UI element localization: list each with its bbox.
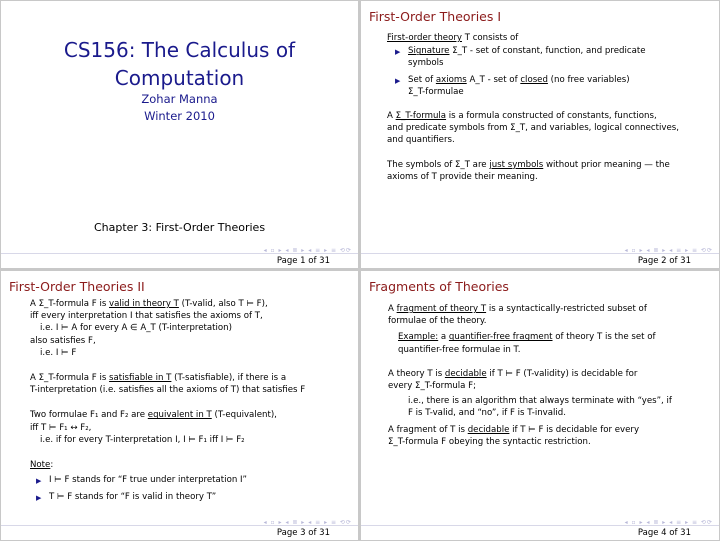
slide-3 bbox=[1, 271, 358, 540]
navigation-icons[interactable]: ◂ ▫ ▸ ◂ ≣ ▸ ◂ ≡ ▸ ≡ ⟲⟳ bbox=[624, 519, 713, 526]
term-closed: closed bbox=[520, 74, 548, 85]
text: A bbox=[387, 111, 396, 122]
text: without prior meaning — the bbox=[543, 159, 670, 170]
slide-title-line1: CS156: The Calculus of bbox=[63, 38, 296, 62]
term-sigma-formula: Σ_T-formula bbox=[395, 111, 447, 122]
page-number: Page 4 of 31 bbox=[637, 528, 691, 538]
text: if T ⊨ F is decidable for every bbox=[509, 424, 640, 435]
slide-4 bbox=[361, 271, 719, 540]
example bbox=[388, 331, 709, 355]
paragraph-fragment bbox=[388, 303, 709, 327]
author: Zohar Manna bbox=[141, 92, 218, 106]
list-item bbox=[36, 474, 348, 486]
page-number: Page 2 of 31 bbox=[637, 256, 691, 266]
chapter-title: Chapter 3: First-Order Theories bbox=[93, 221, 266, 234]
term-just-symbols: just symbols bbox=[489, 159, 544, 170]
text: Σ_T - set of constant, function, and predicate bbox=[449, 46, 646, 57]
page-number: Page 3 of 31 bbox=[276, 528, 330, 538]
text: A theory T is bbox=[388, 368, 445, 379]
text: A bbox=[388, 304, 397, 314]
text: F is T-valid, and “no”, if F is T-invalid. bbox=[408, 408, 566, 419]
frame-title: First-Order Theories II bbox=[9, 279, 145, 294]
text: T consists of bbox=[461, 33, 519, 43]
term-fragment-of-theory: fragment of theory T bbox=[396, 304, 487, 314]
paragraph-decidable-theory bbox=[388, 368, 709, 420]
note bbox=[30, 459, 348, 504]
text: if T ⊨ F (T-validity) is decidable for bbox=[486, 368, 638, 379]
text: A fragment of T is bbox=[388, 424, 468, 435]
indented-text bbox=[388, 395, 709, 419]
term-satisfiable-in-theory: satisfiable in T bbox=[109, 373, 172, 384]
text: (no free variables) bbox=[547, 74, 630, 85]
term-signature: Signature bbox=[408, 46, 450, 57]
text: symbols bbox=[408, 58, 444, 69]
note-label: Note bbox=[30, 460, 51, 471]
term-decidable: decidable bbox=[467, 424, 510, 435]
slide-2 bbox=[361, 1, 719, 268]
text: Σ_T-formulae bbox=[408, 86, 464, 97]
frame-title: First-Order Theories I bbox=[369, 9, 502, 24]
term-axioms: axioms bbox=[435, 74, 467, 85]
term-valid-in-theory: valid in theory T bbox=[109, 299, 179, 309]
text: A Σ_T-formula F is bbox=[30, 299, 110, 309]
text: (T-equivalent), bbox=[211, 410, 277, 421]
bullet-triangle-icon: ▶ bbox=[395, 76, 401, 85]
term-quantifier-free-fragment: quantifier-free fragment bbox=[448, 332, 553, 343]
slide-title-line2: Computation bbox=[114, 66, 245, 90]
term: Winter 2010 bbox=[144, 109, 215, 123]
frame-title: Fragments of Theories bbox=[369, 279, 509, 294]
text: axioms of T provide their meaning. bbox=[387, 171, 538, 182]
list-item bbox=[395, 74, 709, 98]
text: : bbox=[50, 460, 54, 471]
term-decidable: decidable bbox=[444, 368, 487, 379]
paragraph-satisfiable bbox=[30, 372, 348, 396]
text: i.e., there is an algorithm that always terminate with “yes”, if bbox=[408, 396, 672, 407]
text: (T-valid, also T ⊨ F), bbox=[178, 299, 268, 309]
example-label: Example: bbox=[398, 332, 439, 343]
text: also satisfies F, bbox=[30, 335, 96, 346]
slide-body bbox=[30, 298, 348, 504]
text: iff T ⊨ F₁ ↔ F₂, bbox=[30, 422, 92, 433]
text: formulae of the theory. bbox=[388, 316, 487, 327]
text: T ⊨ F stands for “F is valid in theory T” bbox=[49, 492, 217, 503]
slide-body bbox=[387, 32, 709, 183]
text: i.e. I ⊨ F bbox=[40, 347, 77, 358]
bullet-triangle-icon: ▶ bbox=[36, 494, 42, 503]
term-first-order-theory: First-order theory bbox=[387, 33, 462, 43]
navigation-icons[interactable]: ◂ ▫ ▸ ◂ ≣ ▸ ◂ ≡ ▸ ≡ ⟲⟳ bbox=[624, 247, 713, 254]
slide-body bbox=[388, 303, 709, 448]
text: and predicate symbols from Σ_T, and variables, logical connectives, bbox=[387, 123, 679, 134]
text: T-interpretation (i.e. satisfies all the axioms of T) that satisfies F bbox=[30, 385, 306, 396]
text: iff every interpretation I that satisfies the axioms of T, bbox=[30, 311, 263, 322]
text: is a formula constructed of constants, functions, bbox=[446, 111, 657, 122]
text: quantifier-free formulae in T. bbox=[398, 344, 521, 355]
text: The symbols of Σ_T are bbox=[387, 159, 490, 170]
paragraph-valid bbox=[30, 298, 348, 359]
bullet-triangle-icon: ▶ bbox=[36, 477, 42, 486]
text: a bbox=[438, 332, 449, 343]
text: Two formulae F₁ and F₂ are bbox=[30, 410, 148, 421]
text: A_T - set of bbox=[466, 74, 521, 85]
text: I ⊨ F stands for “F true under interpretation I” bbox=[49, 475, 247, 486]
slide-1 bbox=[1, 1, 358, 268]
text: is a syntactically-restricted subset of bbox=[486, 304, 647, 314]
text: of theory T is the set of bbox=[552, 332, 656, 343]
text: every Σ_T-formula F; bbox=[388, 381, 477, 392]
paragraph-equivalent bbox=[30, 409, 348, 446]
paragraph bbox=[387, 159, 709, 183]
list-item bbox=[395, 45, 709, 69]
text: A Σ_T-formula F is bbox=[30, 373, 110, 384]
text: Σ_T-formula F obeying the syntactic restriction. bbox=[388, 436, 591, 447]
paragraph-decidable-fragment bbox=[388, 424, 709, 448]
text: i.e. if for every T-interpretation I, I ⊨ F₁ iff I ⊨ F₂ bbox=[40, 434, 245, 445]
page-number: Page 1 of 31 bbox=[276, 256, 330, 266]
navigation-icons[interactable]: ◂ ▫ ▸ ◂ ≣ ▸ ◂ ≡ ▸ ≡ ⟲⟳ bbox=[263, 247, 352, 254]
text: i.e. I ⊨ A for every A ∈ A_T (T-interpretation) bbox=[40, 323, 232, 334]
text: Set of bbox=[408, 74, 436, 85]
text: and quantifiers. bbox=[387, 135, 455, 146]
navigation-icons[interactable]: ◂ ▫ ▸ ◂ ≣ ▸ ◂ ≡ ▸ ≡ ⟲⟳ bbox=[263, 519, 352, 526]
list-item bbox=[36, 491, 348, 503]
bullet-triangle-icon: ▶ bbox=[395, 48, 401, 57]
term-equivalent-in-theory: equivalent in T bbox=[147, 410, 212, 421]
paragraph bbox=[387, 110, 709, 147]
text: (T-satisfiable), if there is a bbox=[171, 373, 287, 384]
